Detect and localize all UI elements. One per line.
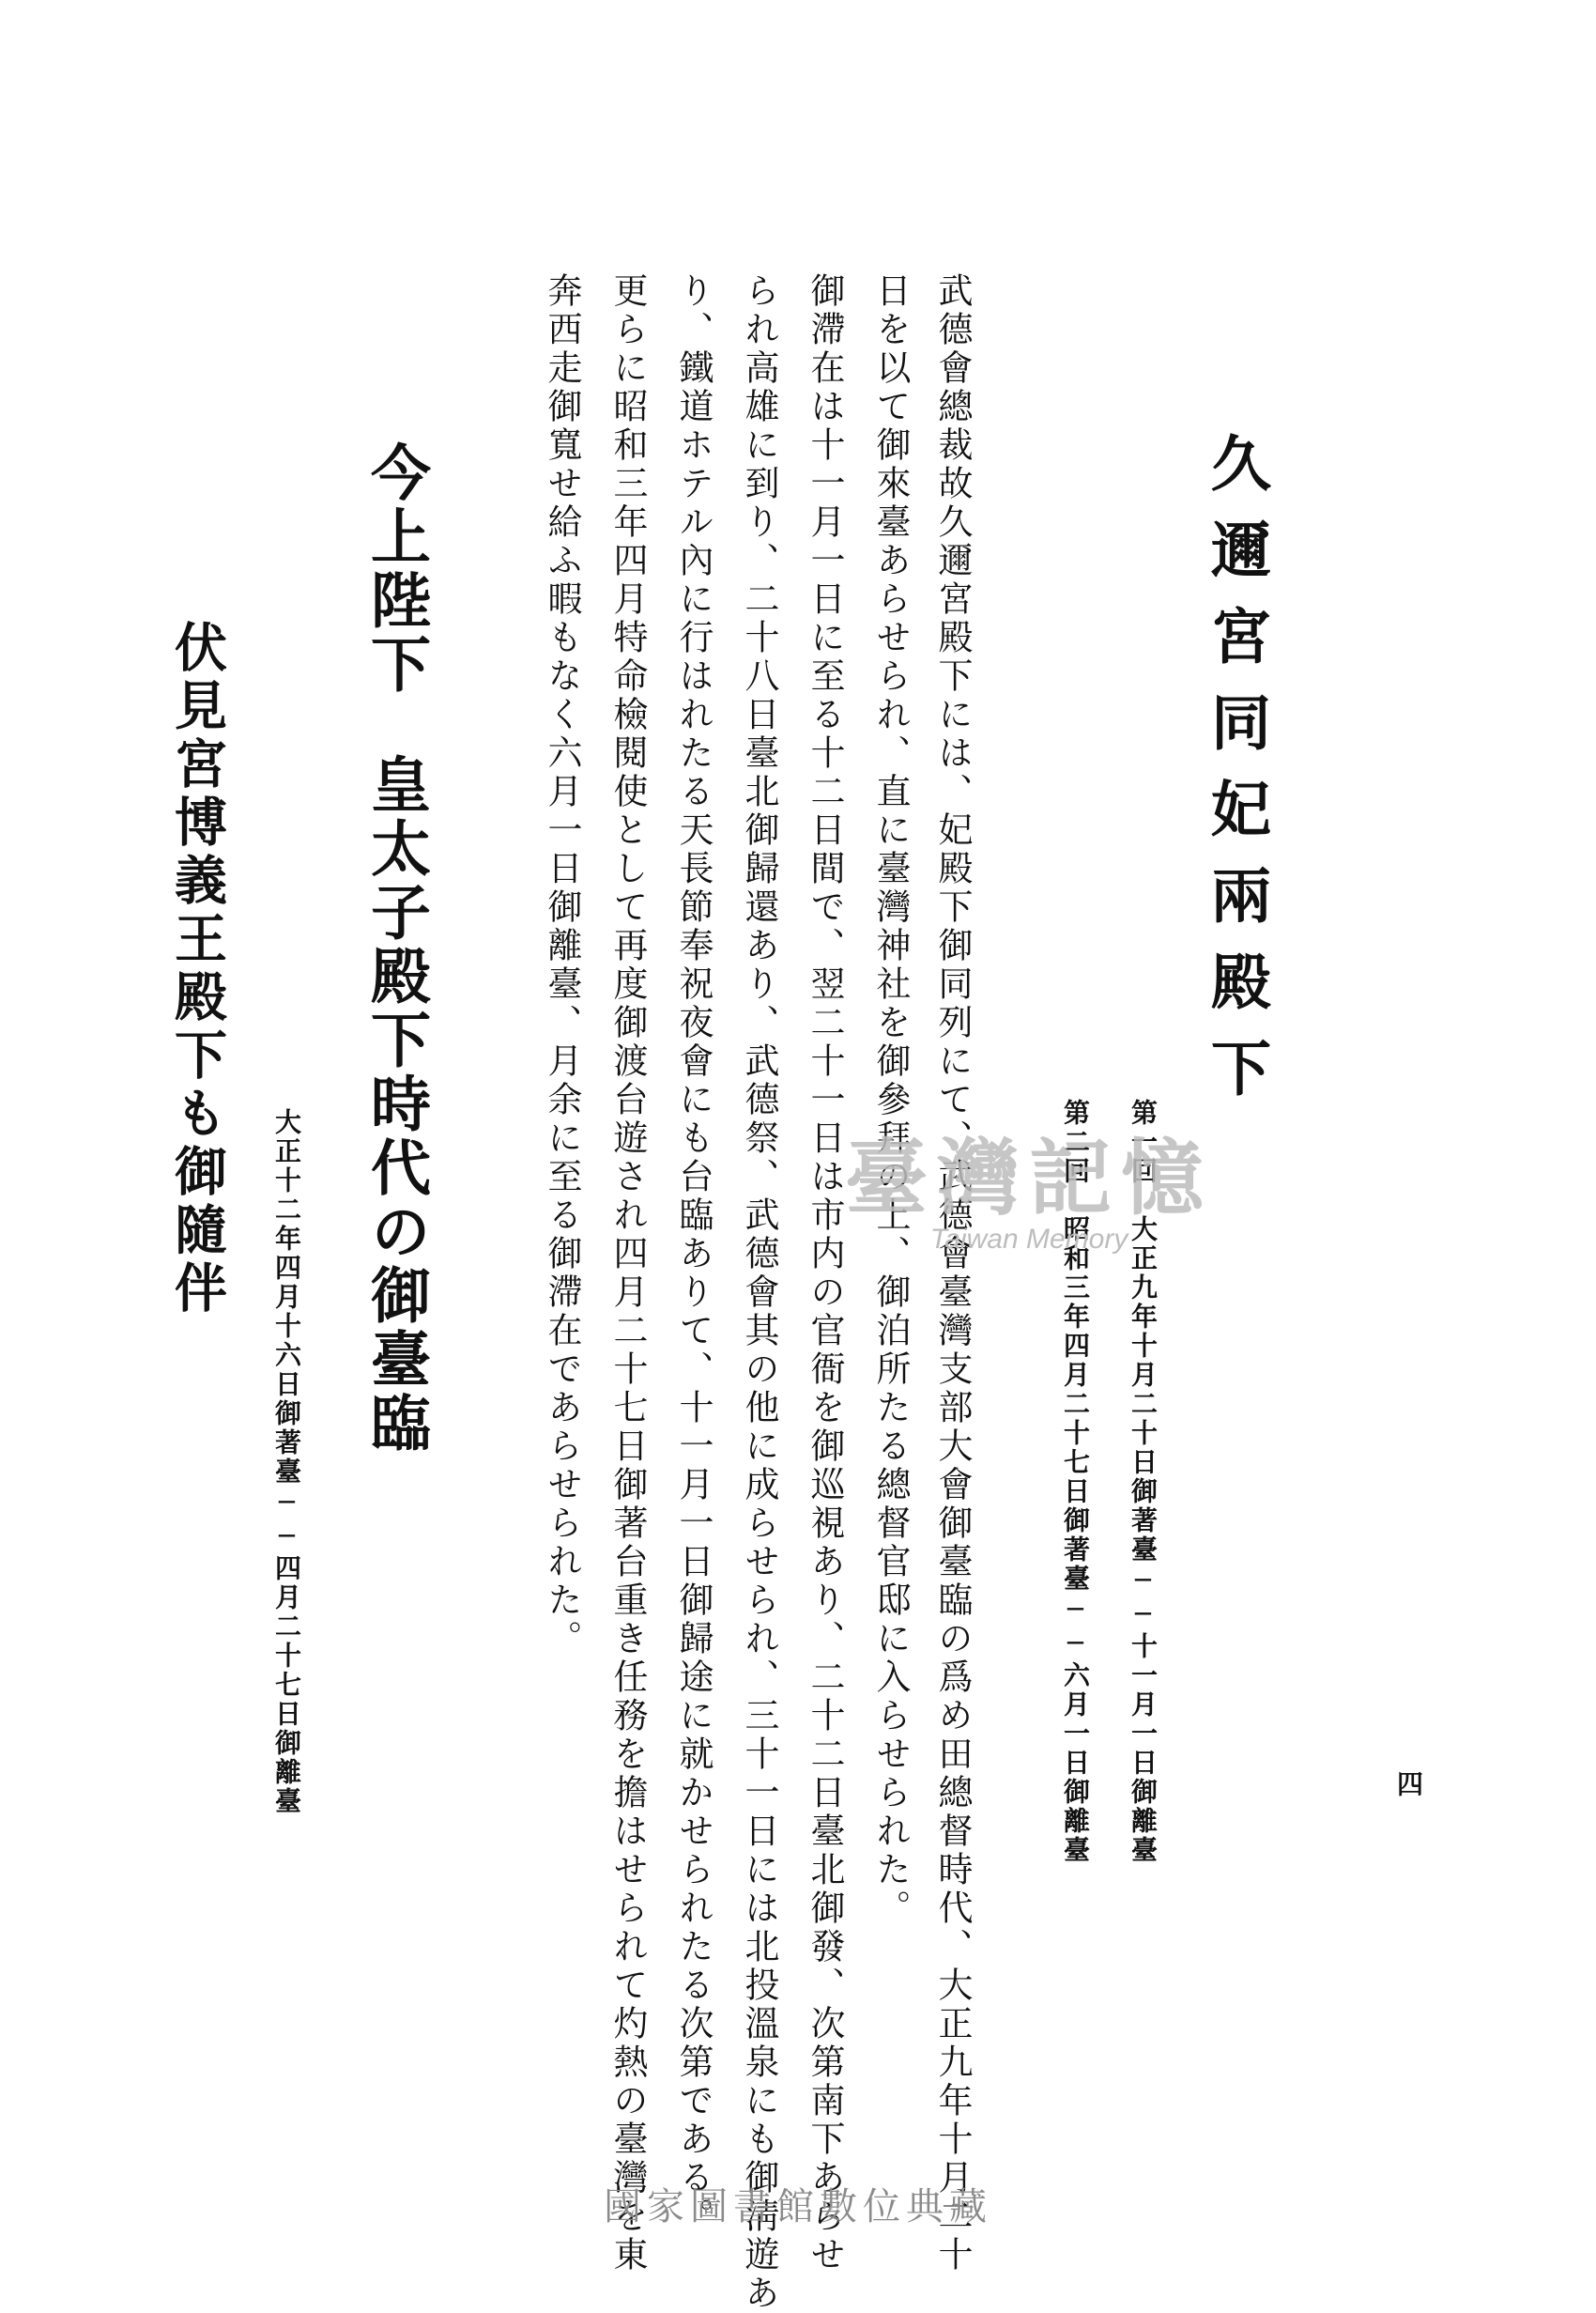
heading-emperor: 今上陛下 [361, 441, 431, 697]
visit-date-second: 第二回 昭和三年四月二十七日御著臺──六月一日御離臺 [1060, 1099, 1091, 1865]
body-column: り、鐵道ホテル內に行はれたる天長節奉祝夜會にも台臨ありて、十一月一日御歸途に就かせられたる次第である。 [673, 272, 714, 2236]
heading-crown-prince-visit: 皇太子殿下時代の御臺臨 [361, 753, 431, 1456]
section-heading-fushimi: 伏見宮博義王殿下も御隨伴 [166, 620, 228, 1318]
body-column: 武德會總裁故久邇宮殿下には、妃殿下御同列にて、武德會臺灣支部大會御臺臨の爲め田總督時代、大正九年十月二十 [932, 272, 973, 2274]
body-column: 奔西走御寬せ給ふ暇もなく六月一日御離臺、月余に至る御滯在であらせられた。 [542, 272, 582, 1658]
body-column: られ高雄に到り、二十八日臺北御歸還あり、武德祭、武德會其の他に成らせられ、三十一日には北投溫泉にも御淸遊あ [739, 272, 779, 2313]
page-number: 四 [1393, 1770, 1424, 1796]
visit-date-first: 第一回 大正九年十月二十日御著臺──十一月一日御離臺 [1128, 1099, 1159, 1865]
footer-archive-label: 國家圖書館數位典藏 [604, 2185, 992, 2228]
body-column: 御滯在は十一月一日に至る十二日間で、翌二十一日は市内の官衙を御巡視あり、二十二日臺北御發、次第南下あらせ [805, 272, 845, 2274]
section-heading-kuni: 久邇宮同妃兩殿下 [1201, 432, 1271, 1123]
body-column: 日を以て御來臺あらせられ、直に臺灣神社を御參拜の上、御泊所たる總督官邸に入らせられた。 [870, 272, 911, 1928]
watermark-subtitle: Taiwan Memory [929, 1224, 1128, 1255]
section-heading-crown-prince [352, 441, 438, 1456]
body-column: 更らに昭和三年四月特命檢閱使として再度御渡台遊され四月二十七日御著台重き任務を擔はせられて灼熱の臺灣を東 [607, 272, 648, 2274]
crown-prince-visit-date: 大正十二年四月十六日御著臺──四月二十七日御離臺 [271, 1108, 302, 1816]
watermark-logo-text: 臺灣記憶 [845, 1129, 1214, 1226]
watermark [845, 1113, 1213, 1256]
